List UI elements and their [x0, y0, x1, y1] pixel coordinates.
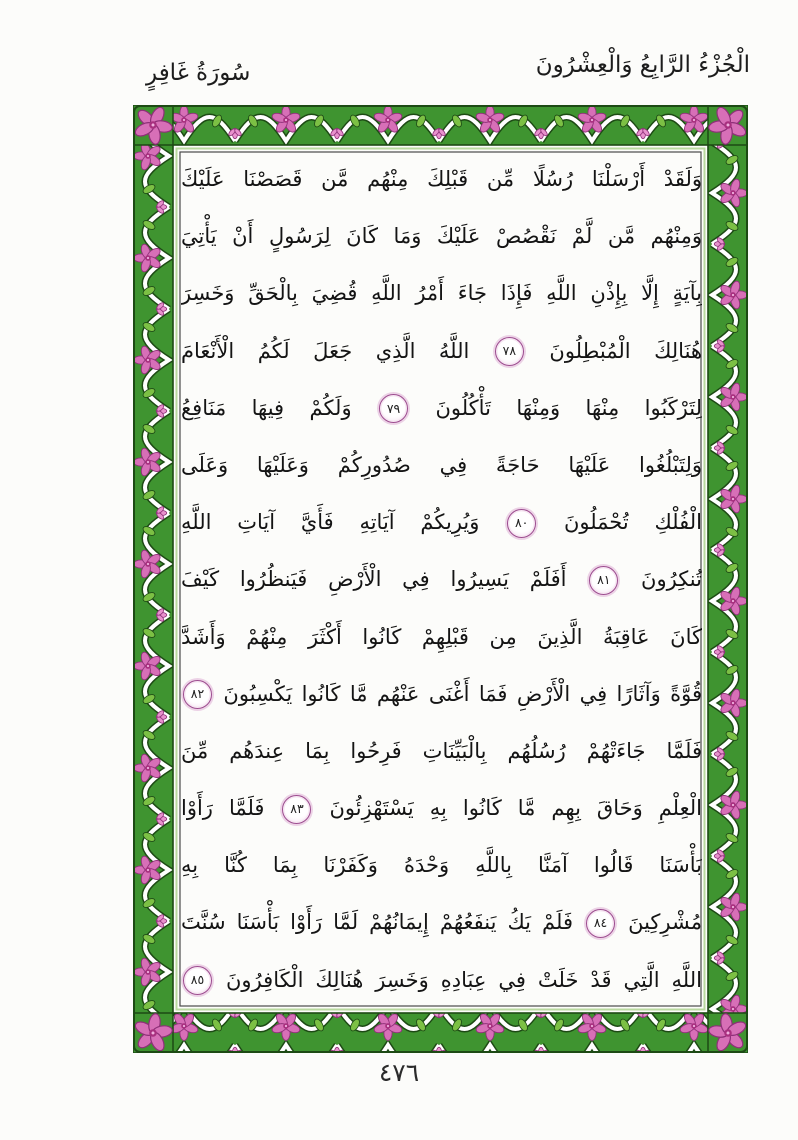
quran-text-segment: مُشْرِكِينَ: [628, 910, 702, 935]
quran-line: [181, 494, 702, 551]
verse-number: ٨٢: [190, 686, 205, 702]
quran-text-segment: بَأْسَنَا قَالُوا آمَنَّا بِاللَّهِ وَحْدَهُ وَكَفَرْنَا بِمَا كُنَّا بِهِ: [181, 853, 702, 878]
verse-number: ٨٤: [593, 915, 608, 931]
quran-line: [181, 437, 702, 494]
quran-text-segment: الْفُلْكِ تُحْمَلُونَ: [563, 510, 702, 535]
verse-number: ٧٩: [386, 400, 401, 416]
verse-end-marker: [589, 566, 618, 595]
quran-text-segment: فَلَمَّا جَاءَتْهُمْ رُسُلُهُم بِالْبَيِّنَاتِ فَرِحُوا بِمَا عِندَهُم مِّنَ: [181, 738, 702, 763]
verse-number: ٨٠: [514, 514, 529, 530]
juz-header: الْجُزْءُ الرَّابِعُ وَالْعِشْرُونَ: [535, 52, 750, 78]
quran-line: [181, 551, 702, 608]
verse-end-marker: [282, 795, 311, 824]
quran-line: [181, 837, 702, 894]
verse-end-marker: [379, 394, 408, 423]
verse-end-marker: [183, 680, 212, 709]
quran-line: [181, 894, 702, 951]
quran-text-segment: وَلِتَبْلُغُوا عَلَيْهَا حَاجَةً فِي صُدُورِكُمْ وَعَلَيْهَا وَعَلَى: [181, 452, 702, 477]
surah-header: سُورَةُ غَافِرٍ: [146, 60, 251, 86]
quran-text-segment: الْعِلْمِ وَحَاقَ بِهِم مَّا كَانُوا بِهِ يَسْتَهْزِئُونَ: [329, 796, 702, 821]
verse-number: ٨٣: [290, 800, 304, 816]
quran-line: [181, 151, 702, 208]
verse-number: ٨١: [597, 572, 611, 588]
verse-end-marker: [586, 909, 615, 938]
quran-text-segment: وَلَكُمْ فِيهَا مَنَافِعُ: [181, 395, 352, 420]
quran-line: [181, 666, 702, 723]
quran-text-segment: لِتَرْكَبُوا مِنْهَا وَمِنْهَا تَأْكُلُونَ: [435, 395, 702, 420]
quran-line: [181, 265, 702, 322]
quran-text-segment: اللَّهِ الَّتِي قَدْ خَلَتْ فِي عِبَادِهِ وَخَسِرَ هُنَالِكَ الْكَافِرُونَ: [226, 967, 702, 992]
quran-line: [181, 780, 702, 837]
quran-text-segment: وَلَقَدْ أَرْسَلْنَا رُسُلًا مِّن قَبْلِكَ مِنْهُم مَّن قَصَصْنَا عَلَيْكَ: [181, 167, 702, 191]
quran-text-segment: فَلَمْ يَكُ يَنفَعُهُمْ إِيمَانُهُمْ لَمَّا رَأَوْا بَأْسَنَا سُنَّتَ: [181, 910, 574, 935]
quran-text-segment: وَمِنْهُم مَّن لَّمْ نَقْصُصْ عَلَيْكَ وَمَا كَانَ لِرَسُولٍ أَنْ يَأْتِيَ: [181, 224, 702, 249]
quran-text-segment: اللَّهُ الَّذِي جَعَلَ لَكُمُ الْأَنْعَامَ: [181, 338, 470, 363]
quran-text-segment: فَلَمَّا رَأَوْا: [181, 796, 265, 821]
quran-line: [181, 380, 702, 437]
quran-line: [181, 609, 702, 666]
quran-line: [181, 323, 702, 380]
verse-number: ٨٥: [190, 972, 205, 988]
quran-text-segment: تُنكِرُونَ: [641, 567, 702, 592]
quran-text-segment: هُنَالِكَ الْمُبْطِلُونَ: [549, 338, 702, 363]
quran-text-area: [181, 151, 702, 1009]
quran-text-segment: وَيُرِيكُمْ آيَاتِهِ فَأَيَّ آيَاتِ اللَّهِ: [181, 510, 480, 535]
quran-text-segment: بِآيَةٍ إِلَّا بِإِذْنِ اللَّهِ فَإِذَا جَاءَ أَمْرُ اللَّهِ قُضِيَ بِالْحَقِّ وَخَسِرَ: [181, 281, 702, 306]
verse-number: ٧٨: [502, 343, 517, 359]
quran-line: [181, 952, 702, 1009]
quran-line: [181, 723, 702, 780]
verse-end-marker: [507, 509, 536, 538]
verse-end-marker: [495, 337, 524, 366]
quran-text-segment: كَانَ عَاقِبَةُ الَّذِينَ مِن قَبْلِهِمْ كَانُوا أَكْثَرَ مِنْهُمْ وَأَشَدَّ: [181, 624, 702, 649]
quran-line: [181, 208, 702, 265]
quran-text-segment: قُوَّةً وَآثَارًا فِي الْأَرْضِ فَمَا أَغْنَى عَنْهُم مَّا كَانُوا يَكْسِبُونَ: [223, 681, 702, 706]
quran-text-segment: أَفَلَمْ يَسِيرُوا فِي الْأَرْضِ فَيَنظُرُوا كَيْفَ: [181, 567, 567, 592]
verse-end-marker: [183, 966, 212, 995]
page-number: ٤٧٦: [378, 1058, 420, 1087]
